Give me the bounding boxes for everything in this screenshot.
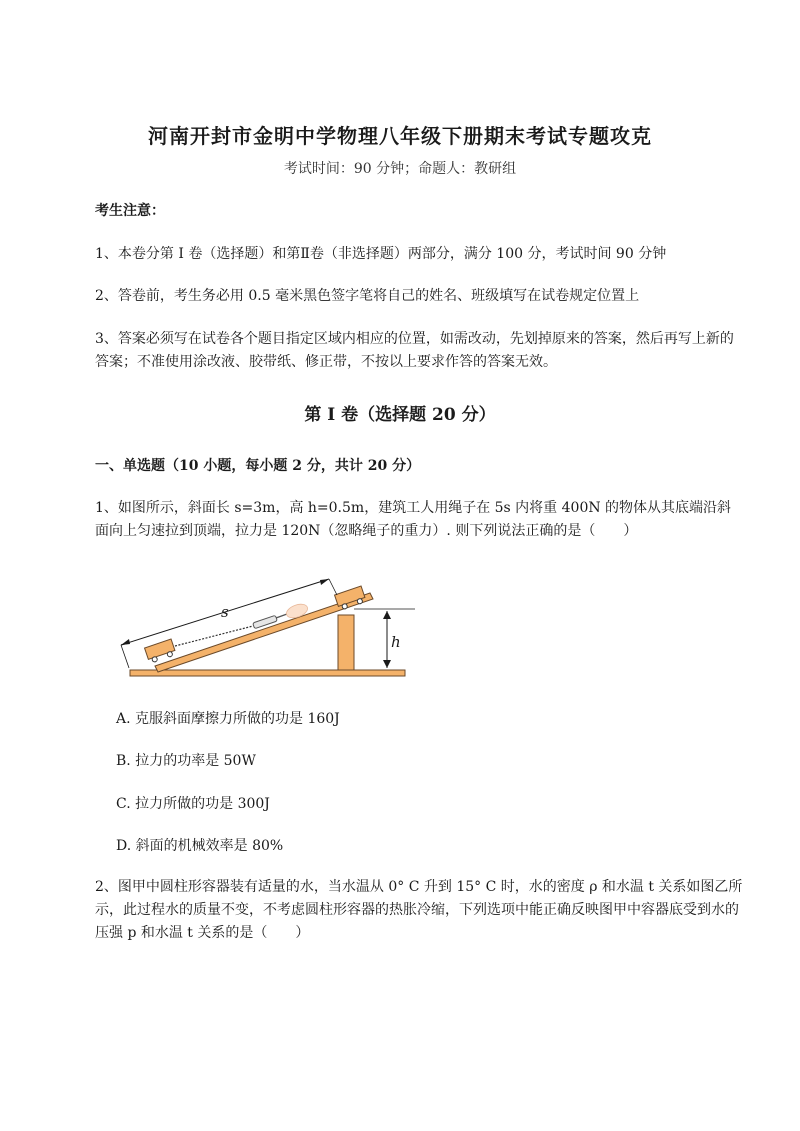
question-group-heading: 一、单选题（10 小题，每小题 2 分，共计 20 分）: [95, 458, 421, 474]
s-label: s: [221, 603, 229, 621]
support-post: [338, 615, 354, 670]
question-1-stem: 1、如图所示，斜面长 s=3m，高 h=0.5m，建筑工人用绳子在 5s 内将重 400N 的物体从其底端沿斜面向上匀速拉到顶端，拉力是 120N（忽略绳子的重力）. 则下列说法正确的是（ ）: [95, 500, 732, 539]
ground-plank: [130, 670, 405, 676]
option-a[interactable]: A. 克服斜面摩擦力所做的功是 160J: [116, 711, 340, 727]
page-title: 河南开封市金明中学物理八年级下册期末考试专题攻克: [148, 124, 652, 148]
notice-heading: 考生注意：: [95, 203, 165, 219]
h-label: h: [391, 633, 401, 651]
exam-subtitle: 考试时间：90 分钟；命题人：教研组: [283, 161, 517, 177]
notice-item-1: 1、本卷分第 I 卷（选择题）和第Ⅱ卷（非选择题）两部分，满分 100 分，考试时间 90 分钟: [95, 246, 667, 262]
notice-item-2: 2、答卷前，考生务必用 0.5 毫米黑色签字笔将自己的姓名、班级填写在试卷规定位置上: [95, 288, 640, 304]
option-b[interactable]: B. 拉力的功率是 50W: [116, 753, 256, 769]
incline-figure: [115, 565, 415, 680]
section-title: 第 I 卷（选择题 20 分）: [304, 405, 496, 425]
option-c[interactable]: C. 拉力所做的功是 300J: [116, 796, 270, 812]
notice-item-3: 3、答案必须写在试卷各个题目指定区域内相应的位置，如需改动，先划掉原来的答案，然后再写上新的答案；不准使用涂改液、胶带纸、修正带，不按以上要求作答的答案无效。: [95, 331, 734, 370]
option-d[interactable]: D. 斜面的机械效率是 80%: [116, 838, 284, 854]
question-2-stem: 2、图甲中圆柱形容器装有适量的水，当水温从 0° C 升到 15° C 时，水的密度 ρ 和水温 t 关系如图乙所示，此过程水的质量不变，不考虑圆柱形容器的热胀冷缩，下列选项中能正确反映图甲中容器底受到水的压强 p 和水温 t 关系的是（ ）: [95, 879, 743, 941]
